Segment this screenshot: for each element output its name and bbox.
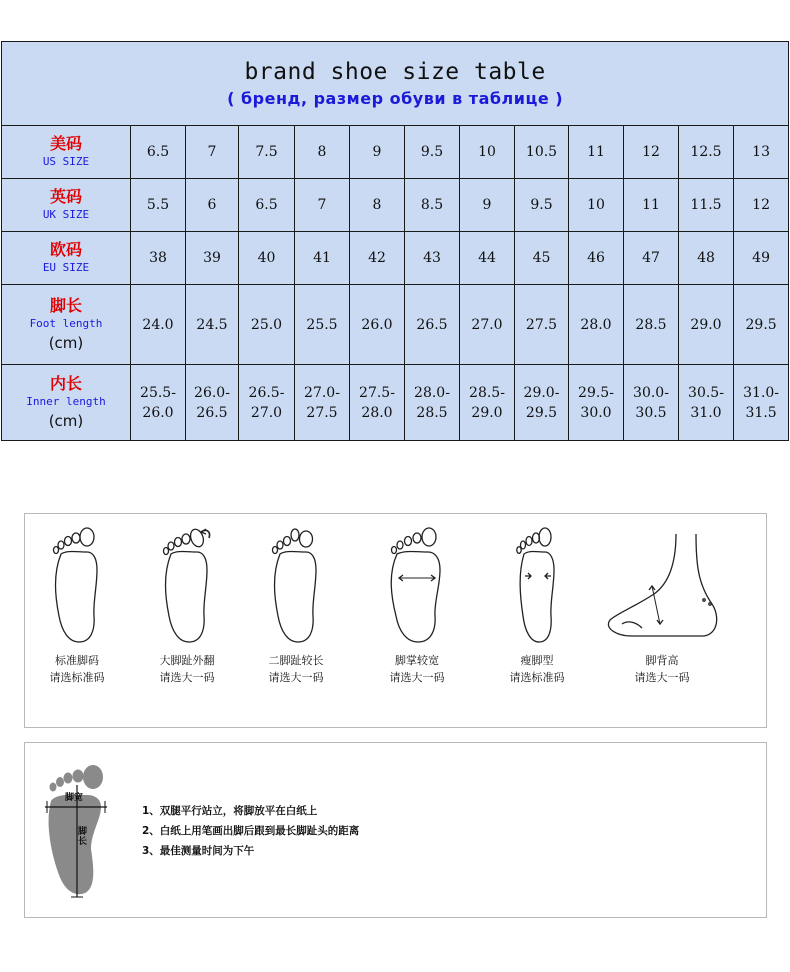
table-row-uk	[2, 179, 789, 232]
table-row-us	[2, 126, 789, 179]
size-cell: 43	[405, 232, 460, 285]
size-cell: 12	[624, 126, 679, 179]
size-cell: 42	[350, 232, 405, 285]
foot-length-label: 脚长	[78, 827, 88, 847]
size-cell: 8	[295, 126, 350, 179]
size-cell: 28.5	[624, 285, 679, 365]
size-range-part: 26.5	[196, 404, 228, 421]
size-cell	[350, 365, 405, 441]
size-range-part: 31.5	[745, 404, 777, 421]
row-label-en: Inner length	[26, 394, 106, 408]
foot-type-name: 大脚趾外翻	[159, 654, 215, 667]
row-label-cn: 美码	[49, 134, 82, 153]
row-label-uk	[2, 179, 131, 232]
size-cell: 29.0	[679, 285, 734, 365]
foot-type-thin	[482, 524, 592, 686]
size-cell	[186, 365, 239, 441]
size-range-part: 28.0-	[414, 384, 450, 401]
size-range-part: 29.5-	[578, 384, 614, 401]
standard-foot-icon	[22, 524, 132, 646]
foot-print-icon	[41, 763, 111, 907]
size-cell: 10	[460, 126, 515, 179]
size-table	[1, 41, 789, 441]
size-cell: 39	[186, 232, 239, 285]
size-cell: 25.0	[239, 285, 295, 365]
row-label-en: Foot length	[29, 316, 103, 330]
size-range-part: 29.5	[525, 404, 558, 421]
table-subtitle: ( бренд, размер обуви в таблице )	[227, 88, 564, 108]
foot-type-advice: 请选大一码	[634, 671, 690, 684]
foot-type-advice: 请选大一码	[389, 671, 445, 684]
size-cell: 9.5	[405, 126, 460, 179]
size-range-part: 26.0-	[194, 384, 230, 401]
foot-type-advice: 请选标准码	[509, 671, 565, 684]
row-label-unit: (cm)	[48, 411, 84, 430]
measure-panel	[24, 742, 767, 918]
foot-type-bunion	[132, 524, 242, 686]
size-cell: 9	[460, 179, 515, 232]
foot-type-name: 瘦脚型	[520, 654, 554, 667]
table-row-foot-length	[2, 285, 789, 365]
foot-type-name: 脚掌较宽	[395, 654, 439, 667]
size-range-part: 27.0-	[304, 384, 340, 401]
size-range-part: 31.0	[690, 404, 722, 421]
size-range-part: 27.5-	[359, 384, 395, 401]
high-instep-icon	[582, 524, 742, 646]
size-cell: 13	[734, 126, 789, 179]
row-label-us	[2, 126, 131, 179]
size-cell: 8	[350, 179, 405, 232]
row-label-cn: 内长	[49, 373, 82, 393]
row-label-eu	[2, 232, 131, 285]
foot-type-advice: 请选标准码	[49, 671, 105, 684]
wide-foot-icon	[362, 524, 472, 646]
size-cell: 29.5	[734, 285, 789, 365]
size-cell: 6	[186, 179, 239, 232]
foot-type-name: 标准脚码	[55, 654, 99, 667]
measure-step: 3、最佳测量时间为下午	[142, 845, 255, 857]
size-cell: 9.5	[515, 179, 569, 232]
size-cell: 7.5	[239, 126, 295, 179]
foot-type-name: 二脚趾较长	[268, 654, 324, 667]
size-cell: 26.0	[350, 285, 405, 365]
row-label-foot-length	[2, 285, 131, 365]
row-label-cn: 英码	[49, 187, 82, 206]
size-range-part: 29.0-	[523, 384, 560, 401]
size-cell: 11	[569, 126, 624, 179]
row-label-en: UK SIZE	[42, 208, 90, 221]
thin-foot-icon	[482, 524, 592, 646]
size-range-part: 28.0	[361, 404, 393, 421]
size-range-part: 26.0	[142, 404, 174, 421]
row-label-unit: (cm)	[48, 333, 84, 352]
size-cell	[295, 365, 350, 441]
row-label-inner-length	[2, 365, 131, 441]
size-cell: 44	[460, 232, 515, 285]
size-cell: 27.5	[515, 285, 569, 365]
size-cell	[679, 365, 734, 441]
size-range-part: 28.5-	[469, 384, 505, 401]
size-range-part: 30.0	[580, 404, 612, 421]
size-range-part: 25.5-	[140, 384, 176, 401]
size-cell: 40	[239, 232, 295, 285]
foot-type-high-instep	[582, 524, 742, 686]
row-label-cn: 欧码	[49, 240, 82, 259]
size-range-part: 30.5-	[688, 384, 724, 401]
size-range-part: 31.0-	[743, 384, 780, 401]
size-range-part: 30.5	[635, 404, 667, 421]
size-cell: 12.5	[679, 126, 734, 179]
measure-step: 1、双腿平行站立，将脚放平在白纸上	[142, 805, 318, 817]
size-cell	[460, 365, 515, 441]
size-cell: 12	[734, 179, 789, 232]
size-cell: 11	[624, 179, 679, 232]
measure-step: 2、白纸上用笔画出脚后跟到最长脚趾头的距离	[142, 825, 360, 837]
row-label-en: EU SIZE	[42, 261, 90, 274]
size-cell: 5.5	[131, 179, 186, 232]
foot-type-name: 脚背高	[645, 654, 679, 667]
foot-type-advice: 请选大一码	[159, 671, 215, 684]
table-title: brand shoe size table	[244, 58, 546, 85]
size-cell: 6.5	[239, 179, 295, 232]
size-cell: 49	[734, 232, 789, 285]
size-range-part: 26.5-	[248, 384, 285, 401]
size-range-part: 28.5	[416, 404, 448, 421]
foot-types-panel	[24, 513, 767, 728]
size-cell: 7	[186, 126, 239, 179]
size-cell: 10	[569, 179, 624, 232]
bunion-foot-icon	[132, 524, 242, 646]
foot-type-wide	[362, 524, 472, 686]
size-cell	[515, 365, 569, 441]
foot-type-standard	[22, 524, 132, 686]
foot-width-label: 脚宽	[65, 793, 84, 803]
size-cell: 11.5	[679, 179, 734, 232]
foot-type-advice: 请选大一码	[268, 671, 324, 684]
size-cell: 8.5	[405, 179, 460, 232]
size-cell	[734, 365, 789, 441]
size-cell	[624, 365, 679, 441]
size-cell	[569, 365, 624, 441]
table-row-eu	[2, 232, 789, 285]
table-title-cell	[2, 42, 789, 126]
size-cell: 10.5	[515, 126, 569, 179]
size-cell: 47	[624, 232, 679, 285]
size-cell: 45	[515, 232, 569, 285]
size-cell: 26.5	[405, 285, 460, 365]
size-cell	[405, 365, 460, 441]
size-cell	[131, 365, 186, 441]
size-range-part: 27.5	[306, 404, 338, 421]
size-cell: 27.0	[460, 285, 515, 365]
size-cell: 38	[131, 232, 186, 285]
size-cell: 24.0	[131, 285, 186, 365]
size-cell: 48	[679, 232, 734, 285]
table-row-inner-length	[2, 365, 789, 441]
long-second-toe-icon	[241, 524, 351, 646]
row-label-en: US SIZE	[42, 155, 90, 168]
size-cell: 24.5	[186, 285, 239, 365]
size-cell: 7	[295, 179, 350, 232]
size-cell: 9	[350, 126, 405, 179]
size-cell: 25.5	[295, 285, 350, 365]
row-label-cn: 脚长	[49, 295, 82, 315]
size-range-part: 30.0-	[633, 384, 669, 401]
size-cell: 46	[569, 232, 624, 285]
size-cell: 41	[295, 232, 350, 285]
size-range-part: 29.0	[471, 404, 503, 421]
size-cell: 6.5	[131, 126, 186, 179]
measure-steps	[142, 801, 359, 861]
size-cell	[239, 365, 295, 441]
size-range-part: 27.0	[250, 404, 283, 421]
size-cell: 28.0	[569, 285, 624, 365]
foot-type-long-second-toe	[241, 524, 351, 686]
